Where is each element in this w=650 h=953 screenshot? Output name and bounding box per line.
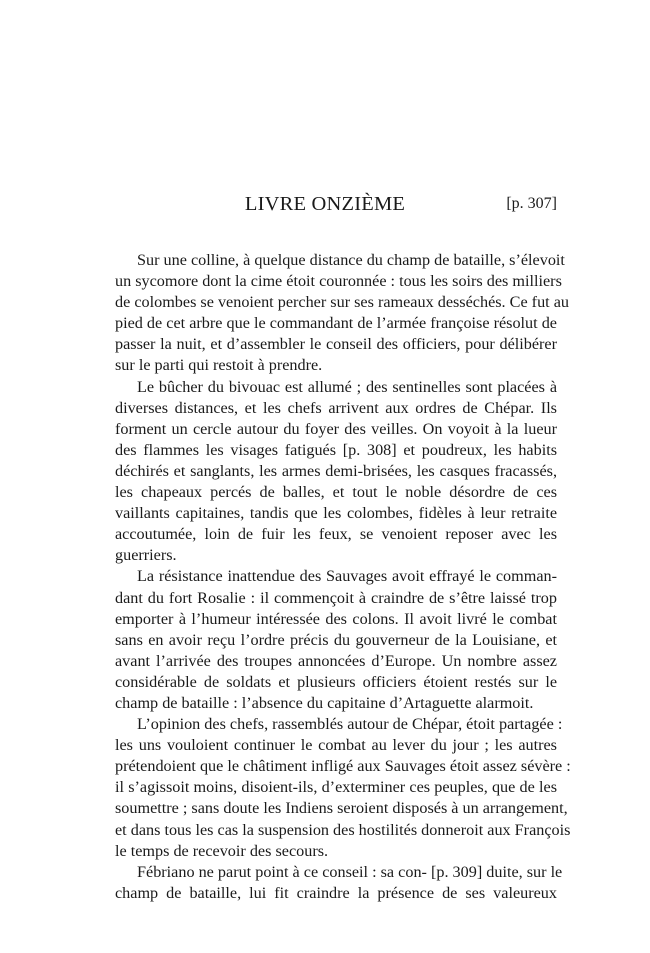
text-line: et dans tous les cas la suspension des hostilités donneroit aux François: [115, 820, 571, 839]
text-line: des flammes les visages fatigués [p. 308] et poudreux, les habits: [115, 440, 557, 459]
text-line: considérable de soldats et plusieurs officiers étoient restés sur le: [115, 672, 557, 691]
text-line: déchirés et sanglants, les armes demi-brisées, les casques fracassés,: [115, 461, 557, 480]
text-line: avant l’arrivée des troupes annoncées d’Europe. Un nombre assez: [115, 651, 557, 670]
text-line: guerriers.: [115, 546, 177, 565]
text-line: accoutumée, loin de fuir les feux, se venoient reposer avec les: [115, 525, 557, 544]
text-line: emporter à l’humeur intéressée des colons. Il avoit livré le combat: [115, 609, 557, 628]
text-line: diverses distances, et les chefs arrivent aux ordres de Chépar. Ils: [115, 398, 557, 417]
text-line: un sycomore dont la cime étoit couronnée : tous les soirs des milliers: [115, 272, 562, 291]
text-line: soumettre ; sans doute les Indiens seroient disposés à un arrangement,: [115, 799, 568, 818]
paragraph: [93, 250, 569, 377]
text-line: les chapeaux percés de balles, et tout le noble désordre de ces: [115, 483, 557, 502]
text-line: Le bûcher du bivouac est allumé ; des sentinelles sont placées à: [137, 377, 557, 396]
text-line: Sur une colline, à quelque distance du champ de bataille, s’élevoit: [137, 251, 565, 269]
book-page: [93, 0, 571, 953]
text-line: les uns vouloient continuer le combat au lever du jour ; les autres: [115, 736, 557, 755]
text-line: le temps de recevoir des secours.: [115, 841, 329, 860]
text-line: vaillants capitaines, tandis que les colombes, fidèles à leur retraite: [115, 504, 557, 523]
text-line: dant du fort Rosalie : il commençoit à craindre de s’être laissé trop: [115, 588, 557, 607]
text-line: sans en avoir reçu l’ordre précis du gouverneur de la Louisiane, et: [115, 630, 557, 649]
text-line: L’opinion des chefs, rassemblés autour de Chépar, étoit partagée :: [137, 715, 563, 734]
text-line: sur le parti qui restoit à prendre.: [115, 356, 323, 375]
text-line: forment un cercle autour du foyer des veilles. On voyoit à la lueur: [115, 419, 557, 438]
text-line: passer la nuit, et d’assembler le conseil des officiers, pour délibérer: [115, 335, 557, 354]
text-line: Fébriano ne parut point à ce conseil : sa con- [p. 309] duite, sur le: [137, 862, 563, 881]
chapter-title: LIVRE ONZIÈME: [244, 193, 406, 215]
chapter-heading: [93, 189, 557, 219]
text-line: de colombes se venoient percher sur ses rameaux desséchés. Ce fut au: [115, 293, 569, 312]
page-marker: [p. 307]: [506, 195, 557, 212]
text-line: champ de bataille : l’absence du capitaine d’Artaguette alarmoit.: [115, 693, 534, 712]
text-line: prétendoient que le châtiment infligé aux Sauvages étoit assez sévère :: [115, 757, 571, 776]
paragraph: [93, 377, 557, 567]
paragraph: [93, 862, 563, 904]
text-line: La résistance inattendue des Sauvages avoit effrayé le comman-: [137, 567, 557, 586]
paragraph: [93, 714, 571, 862]
paragraph: [93, 566, 557, 714]
text-line: il s’agissoit moins, disoient-ils, d’exterminer ces peuples, que de les: [115, 778, 557, 797]
text-line: champ de bataille, lui fit craindre la présence de ses valeureux: [115, 883, 557, 902]
text-line: pied de cet arbre que le commandant de l’armée françoise résolut de: [115, 314, 557, 333]
body-text: [93, 250, 571, 904]
